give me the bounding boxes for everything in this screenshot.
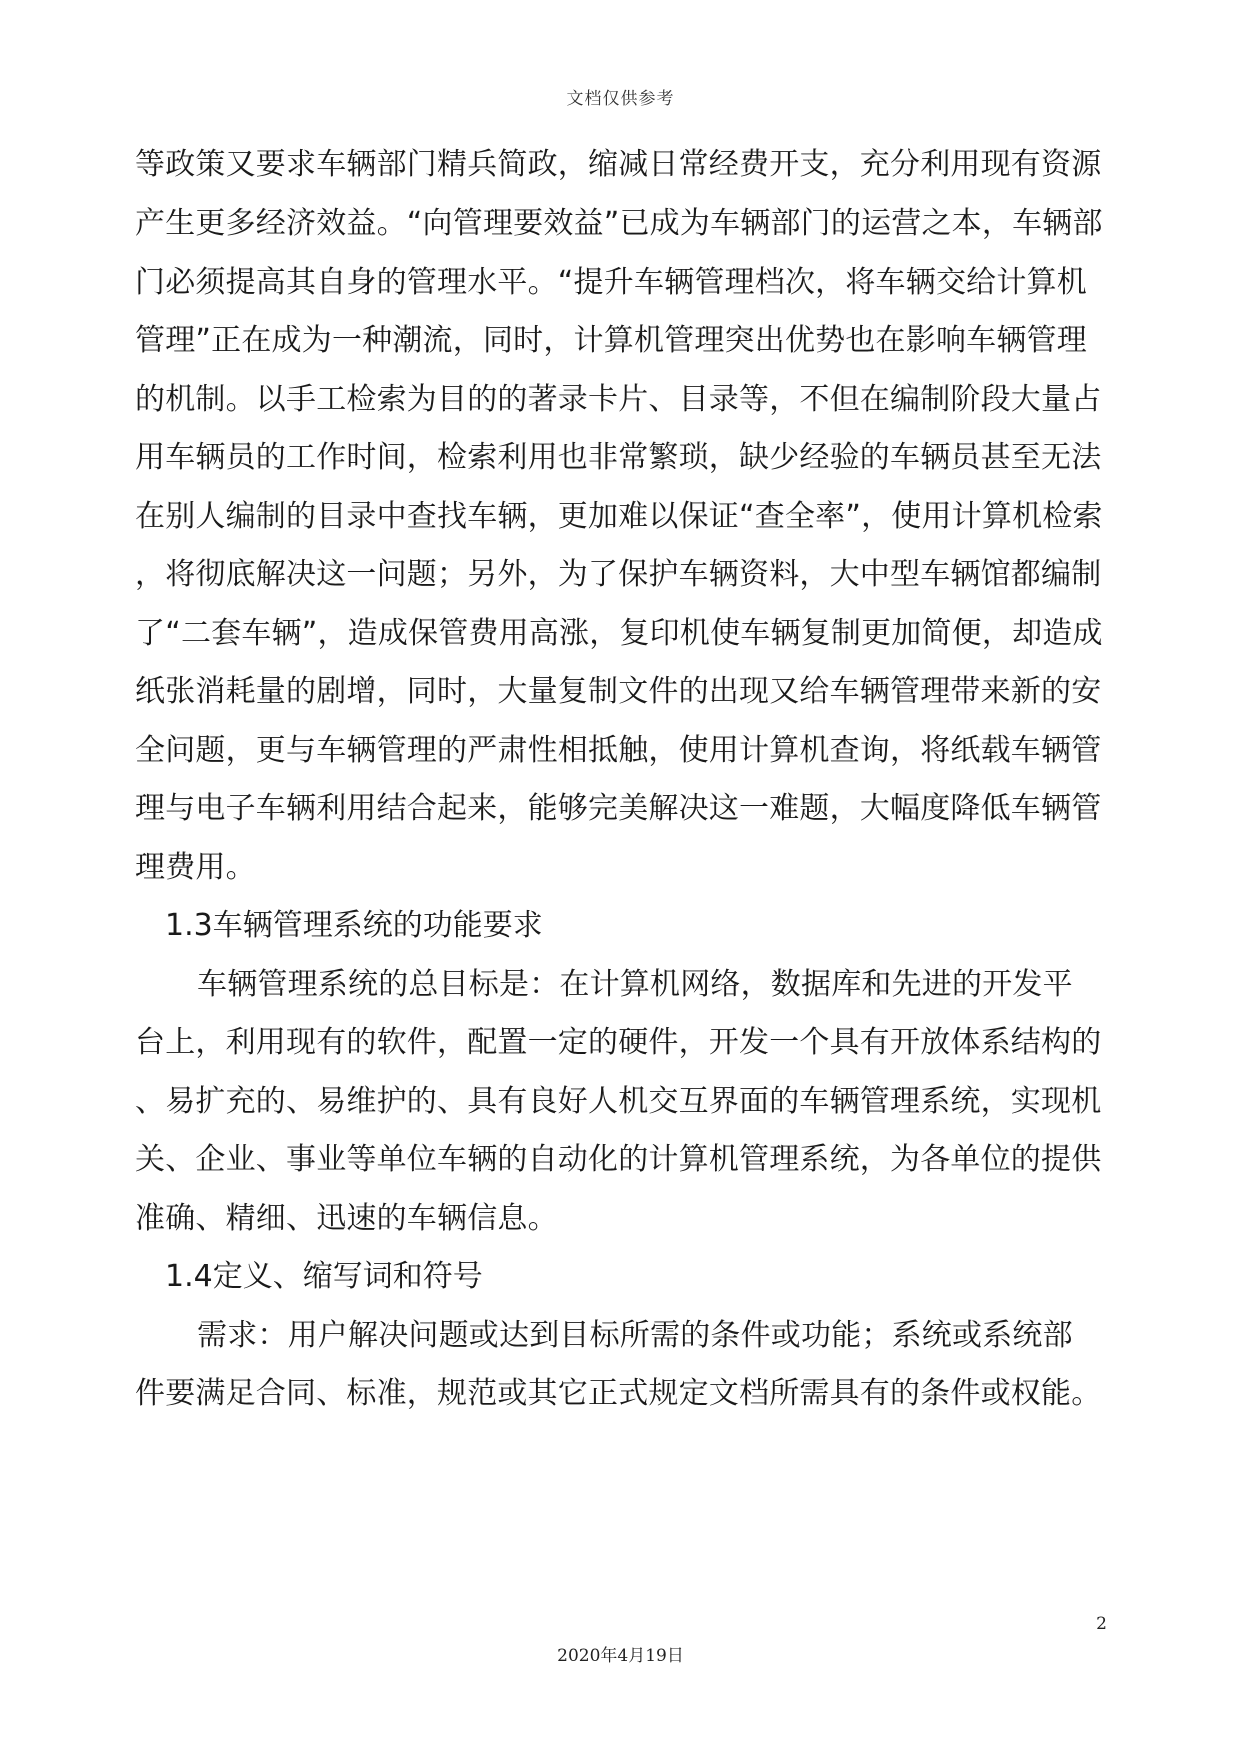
paragraph-line: 了“二套车辆”，造成保管费用高涨，复印机使车辆复制更加简便，却造成 [135,616,1103,651]
paragraph-line: 准确、精细、迅速的车辆信息。 [135,1201,558,1236]
paragraph-line: 管理”正在成为一种潮流，同时，计算机管理突出优势也在影响车辆管理 [135,323,1087,358]
document-body [135,0,1115,1600]
paragraph-line: 理费用。 [135,850,256,885]
paragraph-line: 车辆管理系统的总目标是：在计算机网络，数据库和先进的开发平 [197,967,1073,1002]
paragraph-line: 全问题，更与车辆管理的严肃性相抵触，使用计算机查询，将纸载车辆管 [135,733,1102,768]
paragraph-line: 件要满足合同、标准，规范或其它正式规定文档所需具有的条件或权能。 [135,1376,1102,1411]
paragraph-line: 、易扩充的、易维护的、具有良好人机交互界面的车辆管理系统，实现机 [135,1084,1102,1119]
page-header: 文档仅供参考 [566,89,675,109]
paragraph-line: 在别人编制的目录中查找车辆，更加难以保证“查全率”，使用计算机检索 [135,499,1103,534]
paragraph-line: 关、企业、事业等单位车辆的自动化的计算机管理系统，为各单位的提供 [135,1142,1102,1177]
section-heading-1-4: 1.4定义、缩写词和符号 [165,1259,483,1294]
paragraph-line: ，将彻底解决这一问题；另外，为了保护车辆资料，大中型车辆馆都编制 [135,557,1102,592]
paragraph-line: 理与电子车辆利用结合起来，能够完美解决这一难题，大幅度降低车辆管 [135,791,1102,826]
paragraph-line: 门必须提高其自身的管理水平。“提升车辆管理档次，将车辆交给计算机 [135,265,1087,300]
paragraph-line: 的机制。以手工检索为目的的著录卡片、目录等，不但在编制阶段大量占 [135,382,1102,417]
paragraph-line: 需求：用户解决问题或达到目标所需的条件或功能；系统或系统部 [197,1318,1073,1353]
section-heading-1-3: 1.3车辆管理系统的功能要求 [165,908,543,943]
paragraph-line: 等政策又要求车辆部门精兵简政，缩减日常经费开支，充分利用现有资源 [135,147,1102,182]
page-number: 2 [1096,1614,1107,1634]
paragraph-line: 产生更多经济效益。“向管理要效益”已成为车辆部门的运营之本，车辆部 [135,206,1103,241]
paragraph-line: 台上，利用现有的软件，配置一定的硬件，开发一个具有开放体系结构的 [135,1025,1102,1060]
paragraph-line: 用车辆员的工作时间，检索利用也非常繁琐，缺少经验的车辆员甚至无法 [135,440,1102,475]
paragraph-line: 纸张消耗量的剧增，同时，大量复制文件的出现又给车辆管理带来新的安 [135,674,1102,709]
footer-date: 2020年4月19日 [557,1646,684,1666]
